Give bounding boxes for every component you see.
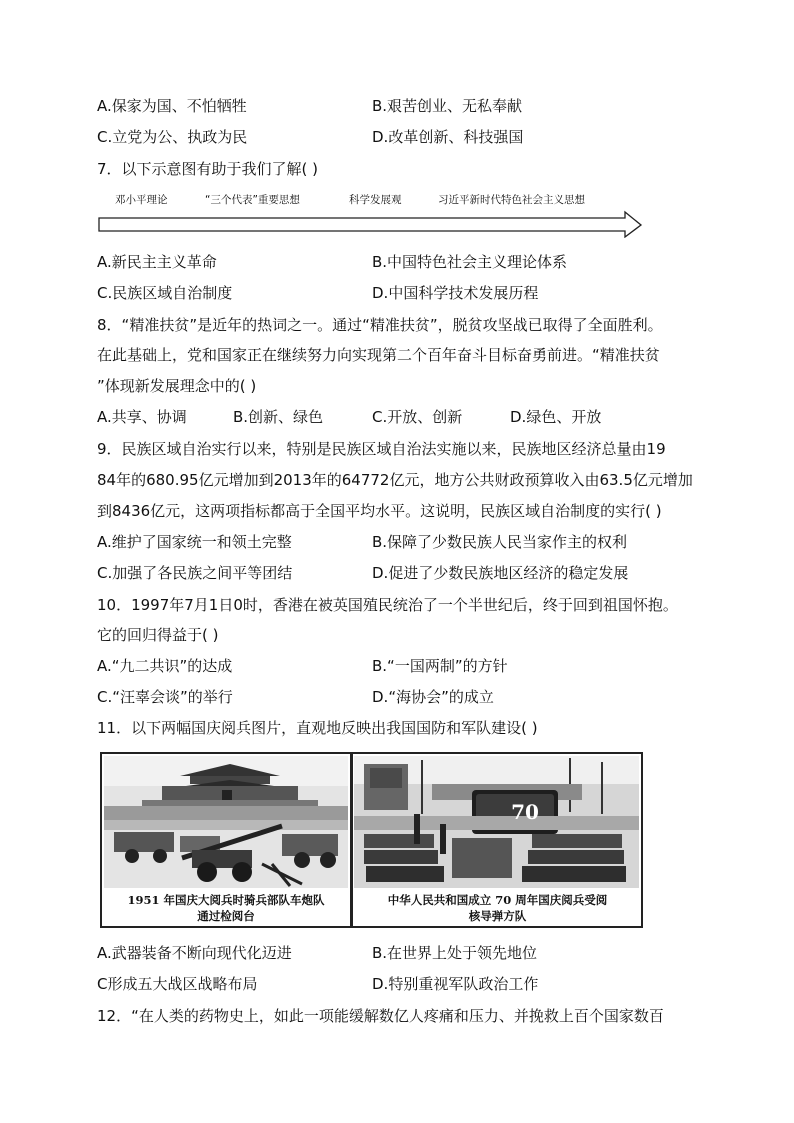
badge-70: 70 <box>511 800 539 824</box>
q9-option-b: B.保障了少数民族人民当家作主的权利 <box>372 533 628 551</box>
q11-stem: 11．以下两幅国庆阅兵图片，直观地反映出我国国防和军队建设( ) <box>97 719 538 737</box>
q10-option-c: C.“汪辜会谈”的举行 <box>97 688 233 706</box>
q8-option-a: A.共享、协调 <box>97 408 187 426</box>
q9-line-3: 到8436亿元，这两项指标都高于全国平均水平。这说明，民族区域自治制度的实行( ) <box>97 502 662 520</box>
q10-option-a: A.“九二共识”的达成 <box>97 657 233 675</box>
q7-option-c: C.民族区域自治制度 <box>97 284 233 302</box>
q8-option-b: B.创新、绿色 <box>233 408 324 426</box>
q8-option-c: C.开放、创新 <box>372 408 463 426</box>
q11-option-b: B.在世界上处于领先地位 <box>372 944 538 962</box>
q7-option-b: B.中国特色社会主义理论体系 <box>372 253 568 271</box>
q8-line-2: 在此基础上，党和国家正在继续努力向实现第二个百年奋斗目标奋勇前进。“精准扶贫 <box>97 346 660 364</box>
timeline-label-4: 习近平新时代特色社会主义思想 <box>438 194 585 206</box>
q10-line-1: 10．1997年7月1日0时，香港在被英国殖民统治了一个半世纪后，终于回到祖国怀抱。 <box>97 596 678 614</box>
q8-option-d: D.绿色、开放 <box>510 408 602 426</box>
caption-right: 中华人民共和国成立 70 周年国庆阅兵受阅 核导弹方队 <box>387 893 608 923</box>
timeline-label-2: “三个代表”重要思想 <box>205 194 300 206</box>
q10-option-b: B.“一国两制”的方针 <box>372 657 508 675</box>
q12-line-1: 12．“在人类的药物史上，如此一项能缓解数亿人疼痛和压力、并挽救上百个国家数百 <box>97 1007 664 1025</box>
q10-option-d: D.“海协会”的成立 <box>372 688 494 706</box>
q7-option-d: D.中国科学技术发展历程 <box>372 284 539 302</box>
q11-option-c: C形成五大战区战略布局 <box>97 975 258 993</box>
q11-option-a: A.武器装备不断向现代化迈进 <box>97 944 292 962</box>
timeline-label-3: 科学发展观 <box>349 194 402 206</box>
q9-line-1: 9．民族区域自治实行以来，特别是民族区域自治法实施以来，民族地区经济总量由19 <box>97 440 666 458</box>
q6-option-c: C.立党为公、执政为民 <box>97 128 248 146</box>
q9-line-2: 84年的680.95亿元增加到2013年的64772亿元，地方公共财政预算收入由63.5亿元增加 <box>97 471 693 489</box>
q6-option-d: D.改革创新、科技强国 <box>372 128 524 146</box>
q7-option-a: A.新民主主义革命 <box>97 253 217 271</box>
parade-photos-frame <box>100 752 643 928</box>
q6-option-a: A.保家为国、不怕牺牲 <box>97 97 247 115</box>
q9-option-d: D.促进了少数民族地区经济的稳定发展 <box>372 564 629 582</box>
q6-option-b: B.艰苦创业、无私奉献 <box>372 97 523 115</box>
caption-left: 1951 年国庆大阅兵时骑兵部队车炮队 通过检阅台 <box>127 893 325 923</box>
q10-line-2: 它的回归得益于( ) <box>97 626 219 644</box>
q8-line-1: 8．“精准扶贫”是近年的热词之一。通过“精准扶贫”，脱贫攻坚战已取得了全面胜利。 <box>97 316 663 334</box>
timeline-label-1: 邓小平理论 <box>115 194 168 206</box>
q8-line-3: ”体现新发展理念中的( ) <box>97 377 257 395</box>
timeline-arrow <box>97 210 643 238</box>
q11-option-d: D.特别重视军队政治工作 <box>372 975 539 993</box>
q7-stem: 7．以下示意图有助于我们了解( ) <box>97 160 319 178</box>
q9-option-c: C.加强了各民族之间平等团结 <box>97 564 293 582</box>
q9-option-a: A.维护了国家统一和领土完整 <box>97 533 292 551</box>
